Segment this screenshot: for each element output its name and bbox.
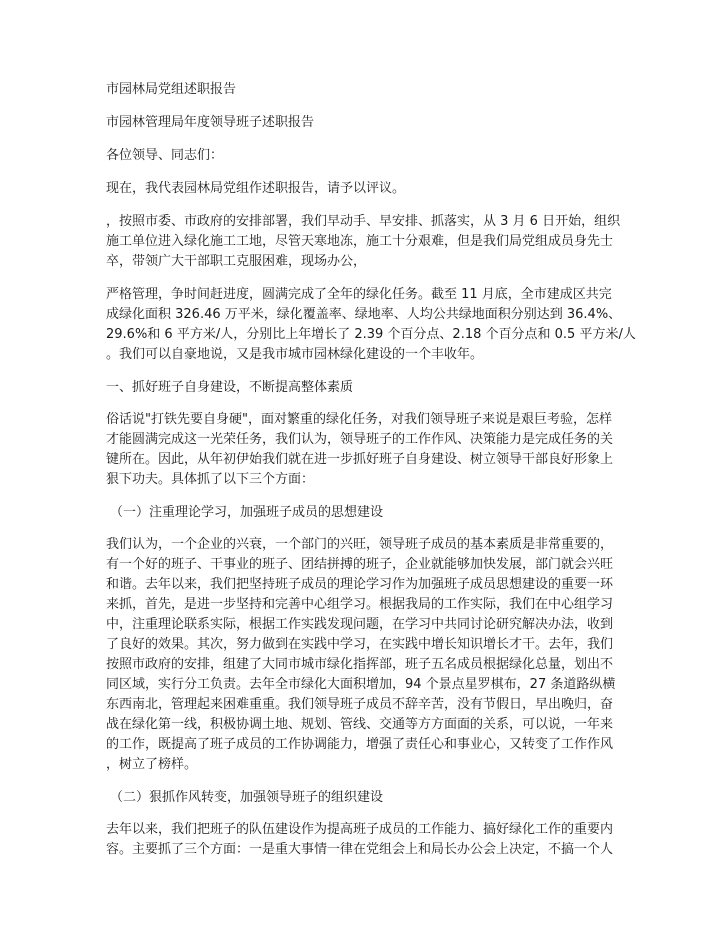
- paragraph-line: 去年以来，我们把班子的队伍建设作为提高班子成员的工作能力、搞好绿化工作的重要内: [106, 822, 614, 837]
- intro-paragraph: 现在，我代表园林局党组作述职报告，请予以评议。: [106, 181, 406, 196]
- paragraph-line: 有一个好的班子、干事业的班子、团结拼搏的班子，企业就能够加快发展，部门就会兴旺: [106, 557, 614, 572]
- paragraph-line: 来抓，首先，是进一步坚持和完善中心组学习。根据我局的工作实际，我们在中心组学习: [106, 597, 614, 612]
- paragraph-line: 东西南北，管理起来困难重重。我们领导班子成员不辞辛苦，没有节假日，早出晚归，奋: [106, 697, 614, 712]
- paragraph-theory-study: [106, 535, 616, 775]
- paragraph-line: 键所在。因此，从年初伊始我们就在进一步抓好班子自身建设、树立领导干部良好形象上: [106, 452, 614, 467]
- paragraph-line: 成绿化面积 326.46 万平米，绿化覆盖率、绿地率、人均公共绿地面积分别达到 36.4%、: [106, 307, 622, 322]
- paragraph-line: 狠下功夫。具体抓了以下三个方面：: [106, 472, 315, 487]
- document-subtitle: 市园林管理局年度领导班子述职报告: [106, 115, 315, 130]
- paragraph-line: 才能圆满完成这一光荣任务，我们认为，领导班子的工作作风、决策能力是完成任务的关: [106, 432, 614, 447]
- document-title: 市园林局党组述职报告: [106, 82, 237, 97]
- paragraph-line: 容。主要抓了三个方面：一是重大事情一律在党组会上和局长办公会上决定，不搞一个人: [106, 842, 614, 857]
- paragraph-line: 。我们可以自豪地说，又是我市城市园林绿化建设的一个丰收年。: [106, 347, 484, 362]
- paragraph-line: 同区域，实行分工负责。去年全市绿化大面积增加，94 个景点星罗棋布，27 条道路纵横: [106, 677, 616, 692]
- paragraph-line: 中，注重理论联系实际，根据工作实践发现问题，在学习中共同讨论研究解决办法，收到: [106, 617, 614, 632]
- paragraph-line: 了良好的效果。其次，努力做到在实践中学习，在实践中增长知识增长才干。去年，我们: [106, 637, 614, 652]
- paragraph-line: 我们认为，一个企业的兴衰，一个部门的兴旺，领导班子成员的基本素质是非常重要的，: [106, 537, 614, 552]
- paragraph-self-building: [106, 410, 616, 490]
- paragraph-deployment: [106, 212, 621, 272]
- document-page: [106, 80, 636, 873]
- paragraph-line: 按照市政府的安排，组建了大同市城市绿化指挥部，班子五名成员根据绿化总量，划出不: [106, 657, 614, 672]
- greeting: 各位领导、同志们：: [106, 148, 224, 163]
- paragraph-line: 卒，带领广大干部职工克服困难，现场办公，: [106, 254, 367, 269]
- paragraph-line: 和谐。去年以来，我们把坚持班子成员的理论学习作为加强班子成员思想建设的重要一环: [106, 577, 614, 592]
- section-heading-1: 一、抓好班子自身建设，不断提高整体素质: [106, 380, 354, 395]
- subsection-heading-1: （一）注重理论学习，加强班子成员的思想建设: [110, 505, 384, 520]
- subsection-heading-2: （二）狠抓作风转变，加强领导班子的组织建设: [110, 790, 384, 805]
- paragraph-line: 严格管理，争时间赶进度，圆满完成了全年的绿化任务。截至 11 月底，全市建成区共完: [106, 287, 612, 302]
- paragraph-line: ，按照市委、市政府的安排部署，我们早动手、早安排、抓落实，从 3 月 6 日开始，组织: [106, 214, 621, 229]
- paragraph-line: 的工作，既提高了班子成员的工作协调能力，增强了责任心和事业心，又转变了工作作风: [106, 737, 614, 752]
- paragraph-style-change: [106, 820, 616, 860]
- paragraph-line: 29.6%和 6 平方米/人，分别比上年增长了 2.39 个百分点、2.18 个百分点和 0.5 平方米/人: [106, 327, 636, 342]
- paragraph-line: 战在绿化第一线，积极协调土地、规划、管线、交通等方方面面的关系，可以说，一年来: [106, 717, 614, 732]
- paragraph-line: ，树立了榜样。: [106, 757, 198, 772]
- paragraph-line: 俗话说"打铁先要自身硬"，面对繁重的绿化任务，对我们领导班子来说是艰巨考验，怎样: [106, 412, 612, 427]
- paragraph-line: 施工单位进入绿化施工工地，尽管天寒地冻，施工十分艰难，但是我们局党组成员身先士: [106, 234, 614, 249]
- paragraph-results: [106, 285, 636, 365]
